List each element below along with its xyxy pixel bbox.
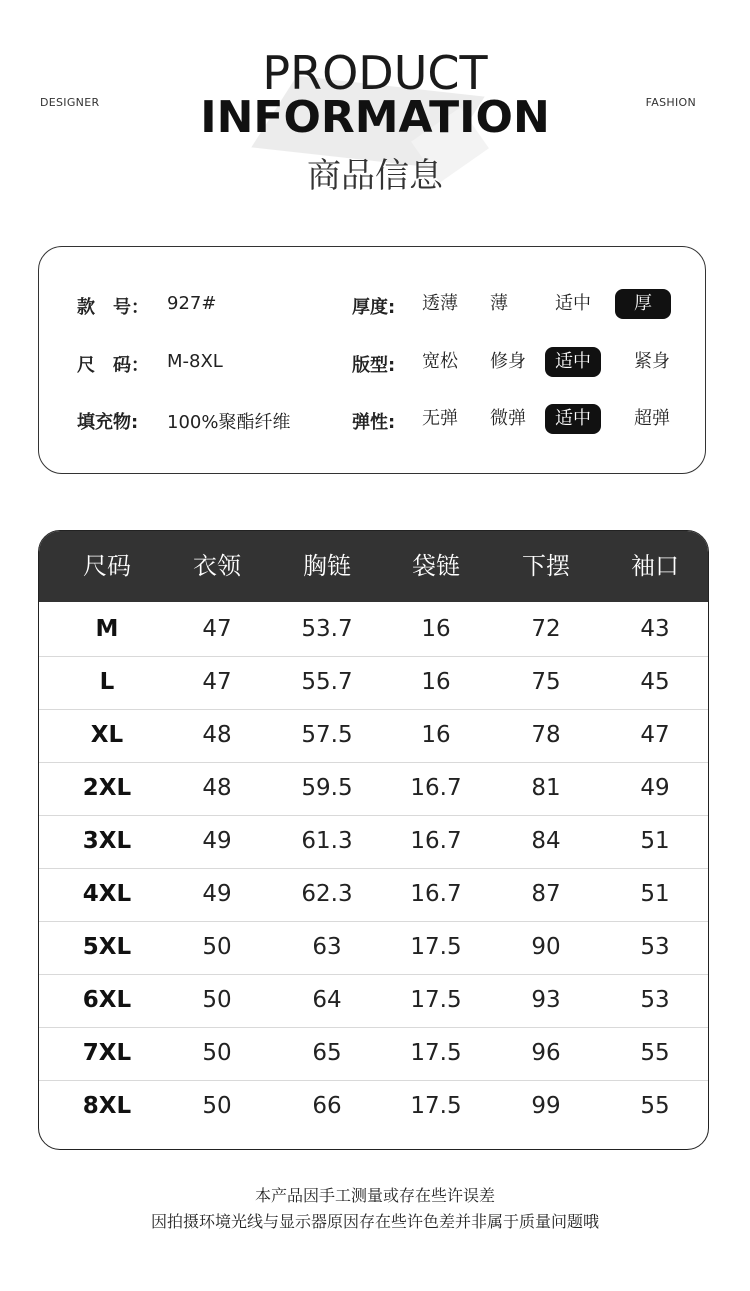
measure-cell: 49 <box>202 881 232 907</box>
measure-cell: 47 <box>640 722 670 748</box>
measure-cell: 99 <box>531 1093 561 1119</box>
measure-cell: 72 <box>531 616 561 642</box>
measure-cell: 49 <box>202 828 232 854</box>
option-elasticity-0: 无弹 <box>422 408 458 429</box>
title-product: PRODUCT <box>262 46 488 100</box>
measure-cell: 51 <box>640 828 670 854</box>
option-fit-0: 宽松 <box>422 351 458 372</box>
option-thickness-selected: 厚 <box>615 289 671 319</box>
measure-cell: 53.7 <box>301 616 353 642</box>
column-header: 衣领 <box>193 552 241 580</box>
measure-cell: 55.7 <box>301 669 353 695</box>
info-value: M-8XL <box>167 351 223 372</box>
measure-cell: 64 <box>312 987 342 1013</box>
measure-cell: 55 <box>640 1093 670 1119</box>
info-label: 款 号： <box>77 297 149 318</box>
size-cell: 3XL <box>82 828 132 854</box>
option-elasticity-1: 微弹 <box>490 408 526 429</box>
measure-cell: 55 <box>640 1040 670 1066</box>
table-header-row <box>39 531 708 602</box>
measure-cell: 50 <box>202 1093 232 1119</box>
measure-cell: 16.7 <box>410 828 462 854</box>
measure-cell: 47 <box>202 669 232 695</box>
measure-cell: 45 <box>640 669 670 695</box>
size-cell: XL <box>90 722 124 748</box>
measure-cell: 63 <box>312 934 342 960</box>
measure-cell: 17.5 <box>410 934 462 960</box>
measure-cell: 53 <box>640 987 670 1013</box>
column-header: 尺码 <box>83 552 131 580</box>
table-row <box>39 868 708 922</box>
measure-cell: 84 <box>531 828 561 854</box>
table-row <box>39 921 708 975</box>
measure-cell: 93 <box>531 987 561 1013</box>
measure-cell: 50 <box>202 934 232 960</box>
measure-cell: 16.7 <box>410 775 462 801</box>
attr-label-elasticity: 弹性: <box>352 412 396 433</box>
info-value: 100%聚酯纤维 <box>167 412 291 433</box>
size-cell: 2XL <box>82 775 132 801</box>
table-row <box>39 815 708 869</box>
table-row <box>39 603 708 657</box>
attr-label-thickness: 厚度: <box>352 297 396 318</box>
option-elasticity-selected: 适中 <box>545 404 601 434</box>
measure-cell: 78 <box>531 722 561 748</box>
table-row <box>39 656 708 710</box>
measure-cell: 66 <box>312 1093 342 1119</box>
size-cell: M <box>95 616 119 642</box>
info-row-style-number <box>39 289 705 323</box>
option-thickness-2: 适中 <box>555 293 591 314</box>
size-cell: 6XL <box>82 987 132 1013</box>
size-cell: L <box>99 669 115 695</box>
option-fit-3: 紧身 <box>634 351 670 372</box>
option-fit-selected: 适中 <box>545 347 601 377</box>
measure-cell: 48 <box>202 775 232 801</box>
measure-cell: 17.5 <box>410 987 462 1013</box>
option-elasticity-3: 超弹 <box>634 408 670 429</box>
table-row <box>39 1027 708 1081</box>
product-info-card <box>38 246 706 474</box>
measure-cell: 65 <box>312 1040 342 1066</box>
option-thickness-1: 薄 <box>490 293 508 314</box>
measure-cell: 43 <box>640 616 670 642</box>
info-label: 填充物: <box>77 412 139 433</box>
size-cell: 8XL <box>82 1093 132 1119</box>
measure-cell: 17.5 <box>410 1093 462 1119</box>
fashion-tag: FASHION <box>645 96 696 109</box>
measure-cell: 57.5 <box>301 722 353 748</box>
table-row <box>39 762 708 816</box>
measure-cell: 81 <box>531 775 561 801</box>
disclaimer-line-1: 本产品因手工测量或存在些许误差 <box>254 1186 495 1205</box>
size-chart-table <box>38 530 709 1150</box>
column-header: 袖口 <box>631 552 679 580</box>
measure-cell: 59.5 <box>301 775 353 801</box>
info-row-size <box>39 347 705 381</box>
measure-cell: 16 <box>421 669 451 695</box>
measure-cell: 50 <box>202 1040 232 1066</box>
measure-cell: 51 <box>640 881 670 907</box>
title-information: INFORMATION <box>200 92 550 143</box>
table-row <box>39 974 708 1028</box>
designer-tag: DESIGNER <box>40 96 100 109</box>
title-chinese: 商品信息 <box>307 156 443 196</box>
measure-cell: 61.3 <box>301 828 353 854</box>
measure-cell: 47 <box>202 616 232 642</box>
measure-cell: 96 <box>531 1040 561 1066</box>
attr-label-fit: 版型: <box>352 355 396 376</box>
measure-cell: 16 <box>421 616 451 642</box>
info-label: 尺 码： <box>77 355 149 376</box>
option-thickness-0: 透薄 <box>422 293 458 314</box>
measure-cell: 62.3 <box>301 881 353 907</box>
column-header: 下摆 <box>522 552 570 580</box>
measure-cell: 75 <box>531 669 561 695</box>
disclaimer-line-2: 因拍摄环境光线与显示器原因存在些许色差并非属于质量问题哦 <box>150 1212 599 1231</box>
info-value: 927# <box>167 293 217 314</box>
measure-cell: 87 <box>531 881 561 907</box>
option-fit-1: 修身 <box>490 351 526 372</box>
table-row <box>39 1080 708 1133</box>
measure-cell: 16.7 <box>410 881 462 907</box>
size-cell: 5XL <box>82 934 132 960</box>
measure-cell: 48 <box>202 722 232 748</box>
measure-cell: 90 <box>531 934 561 960</box>
table-row <box>39 709 708 763</box>
measure-cell: 16 <box>421 722 451 748</box>
measure-cell: 17.5 <box>410 1040 462 1066</box>
measure-cell: 50 <box>202 987 232 1013</box>
measure-cell: 53 <box>640 934 670 960</box>
size-cell: 4XL <box>82 881 132 907</box>
column-header: 胸链 <box>303 552 351 580</box>
info-row-filling <box>39 404 705 438</box>
size-cell: 7XL <box>82 1040 132 1066</box>
column-header: 袋链 <box>412 552 460 580</box>
measure-cell: 49 <box>640 775 670 801</box>
